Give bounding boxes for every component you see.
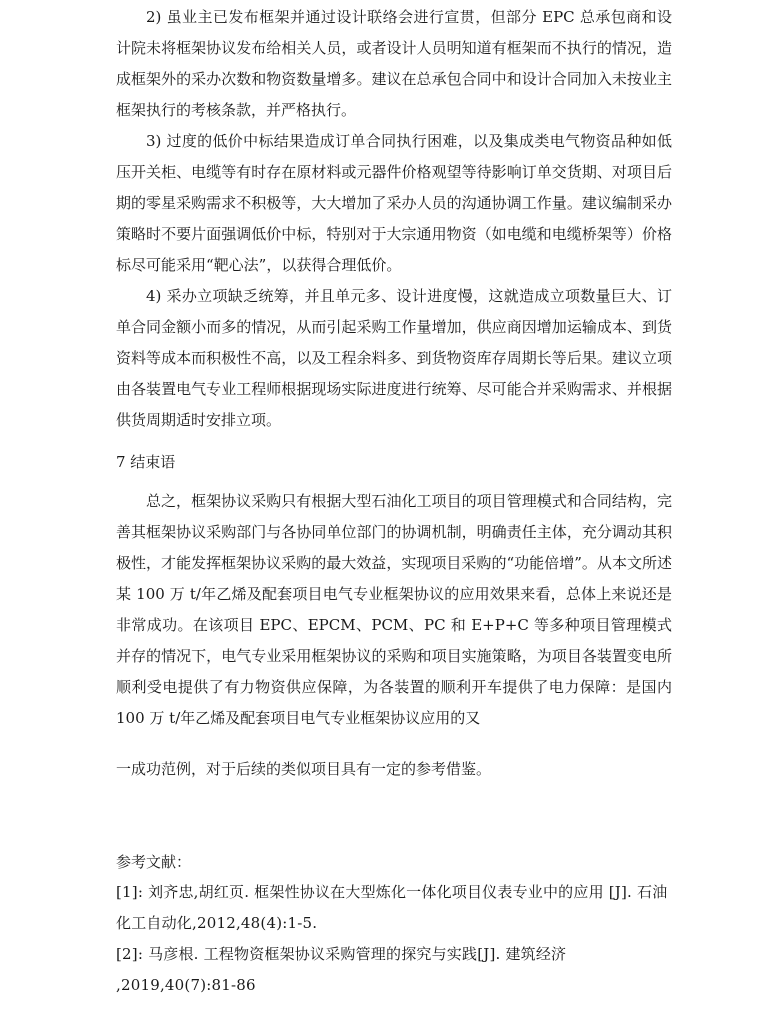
paragraph-conclusion-tail: 一成功范例，对于后续的类似项目具有一定的参考借鉴。 [116,760,492,778]
paragraph-conclusion: 总之，框架协议采购只有根据大型石油化工项目的项目管理模式和合同结构，完善其框架协议采购部门与各协同单位部门的协调机制，明确责任主体，充分调动其积极性，才能发挥框架协议采购的最大效益，实现项目采购的“功能倍增”。从本文所述某 100 万 t/年乙烯及配套项目电气专业框架协议的应用效果来看，总体上来说还是非常成功。在该项目 EPC、EPCM、PCM、PC 和 E+P+C 等多种项目管理模式并存的情况下，电气专业采用框架协议的采购和项目实施策略，为项目各装置变电所顺利受电提供了有力物资供应保障，为各装置的顺利开车提供了电力保障：是国内 100 万 t/年乙烯及配套项目电气专业框架协议应用的又 [116,492,672,727]
reference-item: [1]: 刘齐忠,胡红页. 框架性协议在大型炼化一体化项目仪表专业中的应用 [J]. 石油化工自动化,2012,48(4):1-5. [116,883,668,932]
paragraph-framework-publication: 2) 虽业主已发布框架并通过设计联络会进行宣贯，但部分 EPC 总承包商和设计院未将框架协议发布给相关人员，或者设计人员明知道有框架而不执行的情况，造成框架外的采办次数和物资数量增多。建议在总承包合同中和设计合同加入未按业主框架执行的考核条款，并严格执行。 [116,8,672,119]
paragraph-low-price-bidding: 3) 过度的低价中标结果造成订单合同执行困难，以及集成类电气物资品种如低压开关柜、电缆等有时存在原材料或元器件价格观望等待影响订单交货期、对项目后期的零星采购需求不积极等，大大增加了采办人员的沟通协调工作量。建议编制采办策略时不要片面强调低价中标，特别对于大宗通用物资（如电缆和电缆桥架等）价格标尽可能采用“靶心法”，以获得合理低价。 [116,132,672,274]
reference-item: [2]: 马彦根. 工程物资框架协议采购管理的探究与实践[J]. 建筑经济 ,2019,40(7):81-86 [116,945,567,994]
paragraph-project-initiation: 4) 采办立项缺乏统筹，并且单元多、设计进度慢，这就造成立项数量巨大、订单合同金额小而多的情况，从而引起采购工作量增加，供应商因增加运输成本、到货资料等成本而积极性不高，以及工程余料多、到货物资库存周期长等后果。建议立项由各装置电气专业工程师根据现场实际进度进行统筹、尽可能合并采购需求、并根据供货周期适时安排立项。 [116,287,672,429]
references-list [116,877,672,1001]
section-heading-conclusion: 7 结束语 [116,453,176,471]
references-title: 参考文献： [116,853,192,871]
